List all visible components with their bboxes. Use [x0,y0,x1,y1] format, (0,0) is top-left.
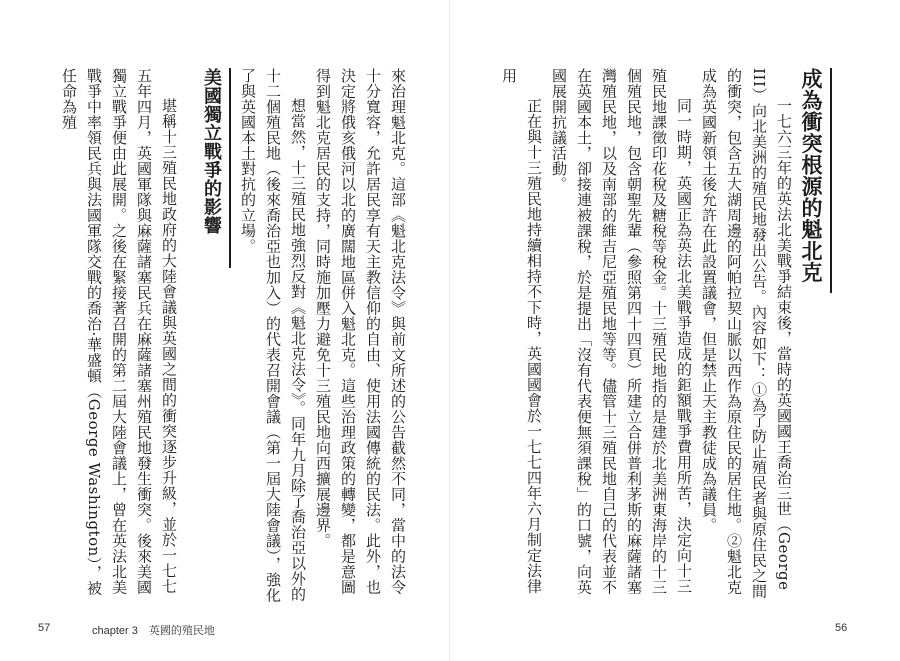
right-page-text [458,68,842,608]
chapter-label: chapter 3 英國的殖民地 [92,625,215,637]
right-paragraph-3: 正在與十三殖民地持續相持不下時，英國國會於一七七四年六月制定法律用 [500,68,543,594]
left-paragraph-1: 來治理魁北克。這部《魁北克法令》與前文所述的公告截然不同，當中的法令十分寬容，允許居民享有天主教信仰的自由、使用法國傳統的民法。此外，也決定將俄亥俄河以北的廣闊地區併入魁北克。這些治理政策的轉變，都是意圖得到魁北克居民的支持，同時施加壓力避免十三殖民地向西擴展邊界。 [314,68,407,595]
left-page-text [24,68,410,608]
section-heading-text: 美國獨立戰爭的影響 [197,68,231,268]
right-page [450,0,900,661]
section-heading [197,68,231,268]
page-number-left: 57 [38,622,51,634]
page-number-right: 56 [835,622,848,634]
chapter-section-title: 成為衝突根源的魁北克 [796,68,832,293]
right-paragraph-2: 同一時期，英國正為英法北美戰爭造成的鉅額戰爭費用所苦，決定向十三殖民地課徵印花稅及糖稅等稅金。十三殖民地指的是建於北美洲東海岸的十三個殖民地，包含朝聖先輩（參照第四十四頁）所建立合併普利茅斯的麻薩諸塞灣殖民地，以及南部的維吉尼亞殖民地等等。儘管十三殖民地自己的代表並不在英國本土，卻接連被課稅，於是提出「沒有代表便無須課稅」的口號，向英國展開抗議活動。 [550,68,693,595]
right-paragraph-1: 一七六三年的英法北美戰爭結束後，當時的英國國王喬治三世（George III）向北美洲的殖民地發出公告。內容如下：①為了防止殖民者與原住民之間的衝突，包含五大湖周邊的阿帕拉契山脈以西作為原住民的居住地。②魁北克成為英國新領土後允許在此設置議會，但是禁止天主教徒成為議員。 [700,68,793,599]
left-paragraph-2: 想當然，十三殖民地強烈反對《魁北克法令》。同年九月除了喬治亞以外的十二個殖民地（後來喬治亞也加入）的代表召開會議（第一屆大陸會議），強化了與英國本土對抗的立場。 [239,68,307,603]
left-paragraph-3: 堪稱十三殖民地政府的大陸會議與英國之間的衝突逐步升級，並於一七七五年四月，英國軍隊與麻薩諸塞民兵在麻薩諸塞州殖民地發生衝突。後來美國獨立戰爭便由此展開。之後在緊接著召開的第二屆大陸會議上，曾在英法北美戰爭中率領民兵與法國軍隊交戰的喬治·華盛頓（George Washington），被任命為殖 [60,68,178,596]
